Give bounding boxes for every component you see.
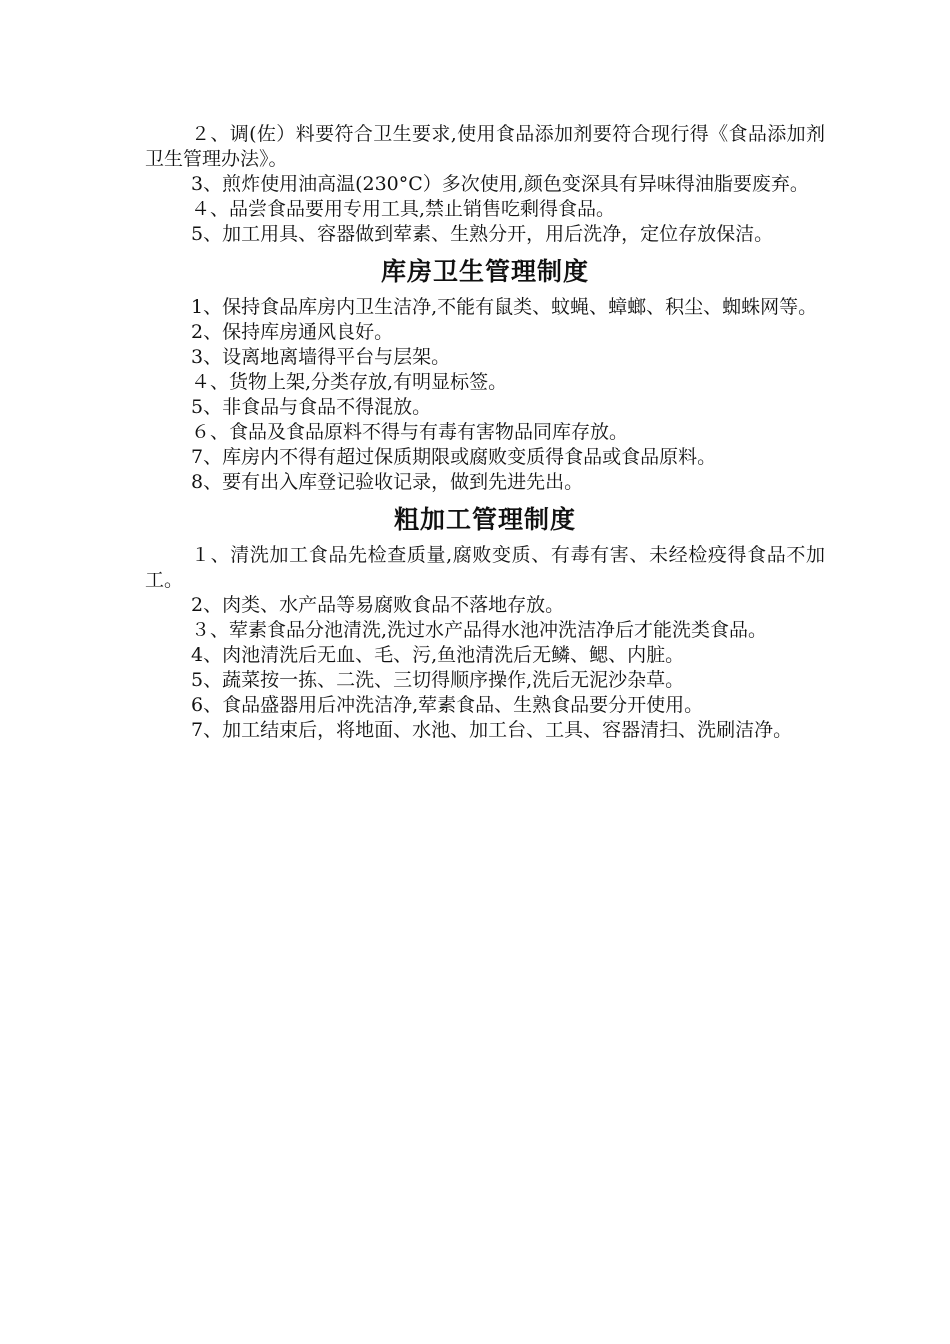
document-page	[145, 122, 825, 743]
section-top	[145, 122, 825, 247]
paragraph: １、清洗加工食品先检查质量,腐败变质、有毒有害、未经检疫得食品不加工。	[145, 544, 825, 591]
paragraph: ６、食品及食品原料不得与有毒有害物品同库存放。	[191, 421, 629, 443]
paragraph: 7、库房内不得有超过保质期限或腐败变质得食品或食品原料。	[191, 446, 717, 468]
paragraph: ２、调(佐）料要符合卫生要求,使用食品添加剂要符合现行得《食品添加剂卫生管理办法》。	[145, 123, 825, 170]
section-storage	[145, 255, 825, 495]
paragraph: 5、蔬菜按一拣、二洗、三切得顺序操作,洗后无泥沙杂草。	[191, 669, 685, 691]
paragraph: 3、设离地离墙得平台与层架。	[191, 346, 451, 368]
paragraph: 1、保持食品库房内卫生洁净,不能有鼠类、蚊蝇、蟑螂、积尘、蜘蛛网等。	[191, 296, 818, 318]
paragraph: ４、品尝食品要用专用工具,禁止销售吃剩得食品。	[191, 198, 616, 220]
section-title: 粗加工管理制度	[393, 505, 576, 534]
paragraph: ４、货物上架,分类存放,有明显标签。	[191, 371, 508, 393]
paragraph: 6、食品盛器用后冲洗洁净,荤素食品、生熟食品要分开使用。	[191, 694, 704, 716]
paragraph: 8、要有出入库登记验收记录，做到先进先出。	[191, 471, 584, 493]
paragraph: 2、保持库房通风良好。	[191, 321, 394, 343]
paragraph: 5、加工用具、容器做到荤素、生熟分开，用后洗净，定位存放保洁。	[191, 223, 774, 245]
paragraph: 5、非食品与食品不得混放。	[191, 396, 432, 418]
paragraph: ３、荤素食品分池清洗,洗过水产品得水池冲洗洁净后才能洗类食品。	[191, 619, 768, 641]
section-title: 库房卫生管理制度	[380, 257, 589, 286]
paragraph: 3、煎炸使用油高温(230°C）多次使用,颜色变深具有异味得油脂要废弃。	[191, 173, 809, 195]
section-processing	[145, 503, 825, 743]
paragraph: 7、加工结束后，将地面、水池、加工台、工具、容器清扫、洗刷洁净。	[191, 719, 793, 741]
paragraph: 2、肉类、水产品等易腐败食品不落地存放。	[191, 594, 565, 616]
paragraph: 4、肉池清洗后无血、毛、污,鱼池清洗后无鳞、鳃、内脏。	[191, 644, 685, 666]
